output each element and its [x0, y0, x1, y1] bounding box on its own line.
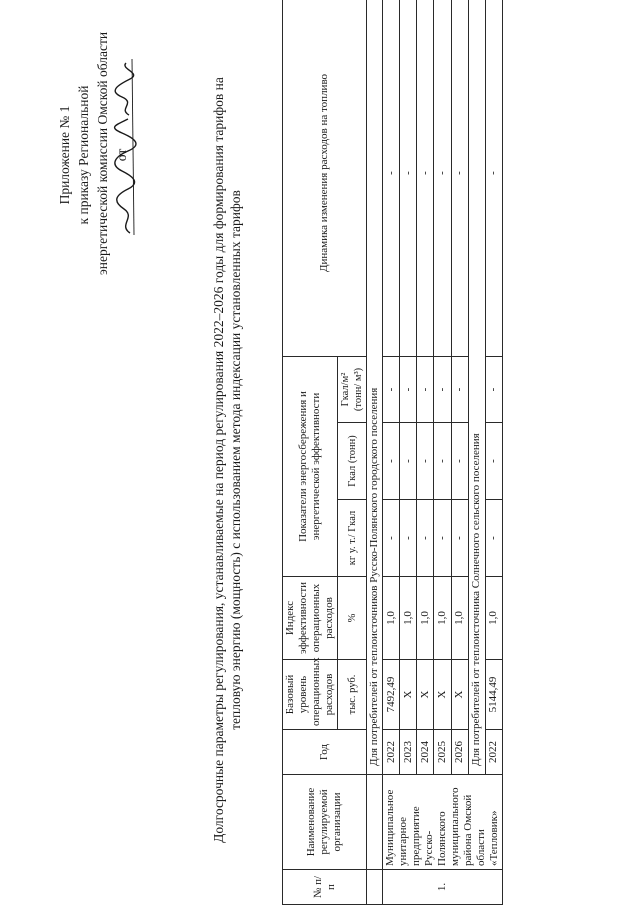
section-title: Для потребителей от теплоисточника Солнечного сельского поселения [468, 0, 485, 775]
section-row-russko-polyanskoe [367, 0, 383, 905]
table-row [383, 0, 400, 905]
order-prefix: от [114, 148, 129, 162]
cell-energy-2: - [400, 423, 417, 500]
cell-year: 2023 [400, 730, 417, 775]
cell-base: 7492,49 [383, 660, 400, 730]
cell-dynamics: - [451, 0, 468, 356]
section-row-solnechnoe [468, 0, 485, 905]
cell-base: X [400, 660, 417, 730]
header-org: Наименование регулируемой организации [283, 775, 367, 870]
header-num: № п/п [283, 870, 367, 905]
section-spacer [367, 870, 383, 905]
cell-energy-1: - [451, 500, 468, 577]
cell-energy-2: - [417, 423, 434, 500]
header-dynamics: Динамика изменения расходов на топливо [283, 0, 367, 356]
unit-index: % [338, 577, 367, 660]
order-date-line [112, 35, 132, 275]
header-base: Базовый уровень операционных расходов [283, 660, 338, 730]
cell-base: X [417, 660, 434, 730]
cell-year: 2025 [434, 730, 451, 775]
table-row [434, 0, 451, 905]
cell-dynamics: - [434, 0, 451, 356]
table-row [485, 0, 502, 905]
cell-energy-3: - [451, 356, 468, 422]
cell-energy-3: - [400, 356, 417, 422]
table-row [400, 0, 417, 905]
cell-dynamics: - [417, 0, 434, 356]
cell-energy-1: - [485, 500, 502, 577]
cell-base: X [434, 660, 451, 730]
table-row [451, 0, 468, 905]
appendix-authority: энергетической комиссии Омской области [95, 31, 110, 275]
unit-energy-3: Гкал/м² (тонн/ м³) [338, 356, 367, 422]
cell-year: 2022 [485, 730, 502, 775]
cell-energy-3: - [485, 356, 502, 422]
cell-year: 2024 [417, 730, 434, 775]
cell-dynamics: - [400, 0, 417, 356]
cell-energy-2: - [383, 423, 400, 500]
section-spacer [367, 775, 383, 870]
cell-energy-2: - [485, 423, 502, 500]
cell-year: 2026 [451, 730, 468, 775]
header-energy: Показатели энергосбережения и энергетической эффективности [283, 356, 338, 576]
cell-energy-2: - [434, 423, 451, 500]
table-header-row [283, 0, 338, 905]
cell-year: 2022 [383, 730, 400, 775]
cell-base: 5144,49 [485, 660, 502, 730]
cell-index: 1,0 [451, 577, 468, 660]
header-index: Индекс эффективности операционных расходов [283, 577, 338, 660]
cell-index: 1,0 [485, 577, 502, 660]
cell-base: X [451, 660, 468, 730]
cell-energy-3: - [383, 356, 400, 422]
table-row [417, 0, 434, 905]
appendix-header [55, 31, 132, 275]
cell-index: 1,0 [434, 577, 451, 660]
unit-base: тыс. руб. [338, 660, 367, 730]
org-name: Муниципальное унитарное предприятие Русско-Полянского муниципального района Омской области «Тепловик» [383, 775, 503, 870]
cell-index: 1,0 [400, 577, 417, 660]
appendix-order-ref: к приказу Региональной [76, 85, 91, 225]
cell-energy-2: - [451, 423, 468, 500]
cell-dynamics: - [485, 0, 502, 356]
cell-dynamics: - [383, 0, 400, 356]
unit-energy-1: кг у. т./ Гкал [338, 500, 367, 577]
cell-energy-1: - [434, 500, 451, 577]
cell-energy-3: - [434, 356, 451, 422]
appendix-number: Приложение № 1 [57, 105, 72, 205]
cell-energy-1: - [400, 500, 417, 577]
cell-energy-1: - [383, 500, 400, 577]
cell-energy-1: - [417, 500, 434, 577]
row-num: 1. [383, 870, 503, 905]
unit-energy-2: Гкал (тонн) [338, 423, 367, 500]
parameters-table [282, 0, 503, 905]
section-title: Для потребителей от теплоисточников Русско-Полянского городского поселения [367, 0, 383, 775]
cell-energy-3: - [417, 356, 434, 422]
cell-index: 1,0 [417, 577, 434, 660]
header-year: Год [283, 730, 367, 775]
cell-index: 1,0 [383, 577, 400, 660]
document-title: Долгосрочные параметры регулирования, устанавливаемые на период регулирования 2022–2026 годы для формирования тарифов на тепловую энергию (мощность) с использованием метода индексации установленных тарифов [211, 77, 243, 843]
